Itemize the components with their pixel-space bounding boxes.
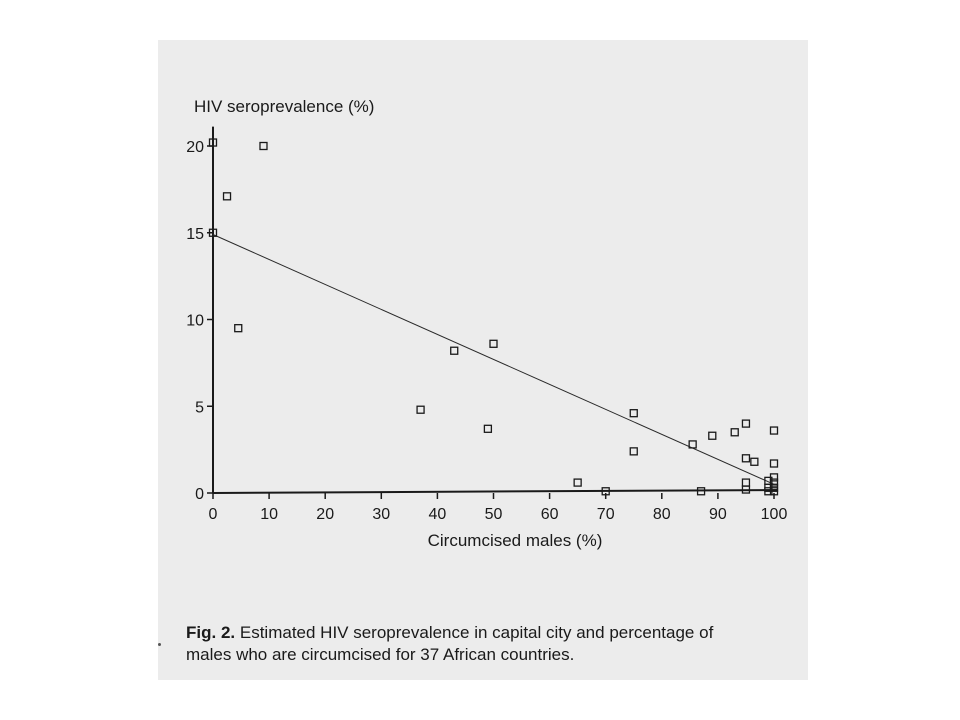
x-tick-label: 40 (428, 506, 447, 523)
x-axis-line (213, 490, 778, 493)
data-points-group (210, 139, 778, 495)
trend-line-group (213, 234, 774, 484)
data-point (484, 425, 491, 432)
data-point (731, 429, 738, 436)
data-point (235, 325, 242, 332)
caption-line-2: males who are circumcised for 37 African countries. (186, 645, 575, 664)
ticks-group (186, 139, 787, 523)
data-point (742, 455, 749, 462)
x-tick-label: 50 (484, 506, 503, 523)
x-tick-label: 80 (652, 506, 671, 523)
x-tick-label: 20 (316, 506, 335, 523)
y-tick-label: 15 (186, 225, 204, 243)
caption-line-1: Estimated HIV seroprevalence in capital city and percentage of (239, 623, 714, 642)
data-point (224, 193, 231, 200)
data-point (771, 460, 778, 467)
y-tick-label: 10 (186, 312, 204, 330)
data-point (771, 427, 778, 434)
x-tick-label: 100 (760, 506, 788, 523)
figure-caption (186, 622, 806, 666)
x-axis-label: Circumcised males (%) (427, 531, 603, 550)
data-point (451, 347, 458, 354)
x-tick-label: 10 (260, 506, 278, 523)
x-tick-label: 90 (709, 506, 727, 523)
y-tick-label: 20 (186, 139, 204, 156)
data-point (709, 432, 716, 439)
data-point (742, 479, 749, 486)
data-point (630, 448, 637, 455)
regression-line (213, 234, 774, 484)
scan-speck (158, 643, 161, 646)
data-point (751, 458, 758, 465)
x-tick-label: 60 (540, 506, 559, 523)
x-tick-label: 70 (596, 506, 615, 523)
data-point (417, 406, 424, 413)
data-point (490, 340, 497, 347)
x-tick-label: 30 (372, 506, 391, 523)
x-tick-label: 0 (208, 506, 218, 523)
data-point (574, 479, 581, 486)
y-tick-label: 0 (195, 486, 204, 503)
y-tick-label: 5 (195, 399, 204, 417)
data-point (742, 420, 749, 427)
axes-group (213, 127, 778, 493)
data-point (260, 143, 267, 150)
caption-label: Fig. 2. (186, 623, 236, 642)
data-point (630, 410, 637, 417)
y-axis-label: HIV seroprevalence (%) (194, 97, 375, 116)
